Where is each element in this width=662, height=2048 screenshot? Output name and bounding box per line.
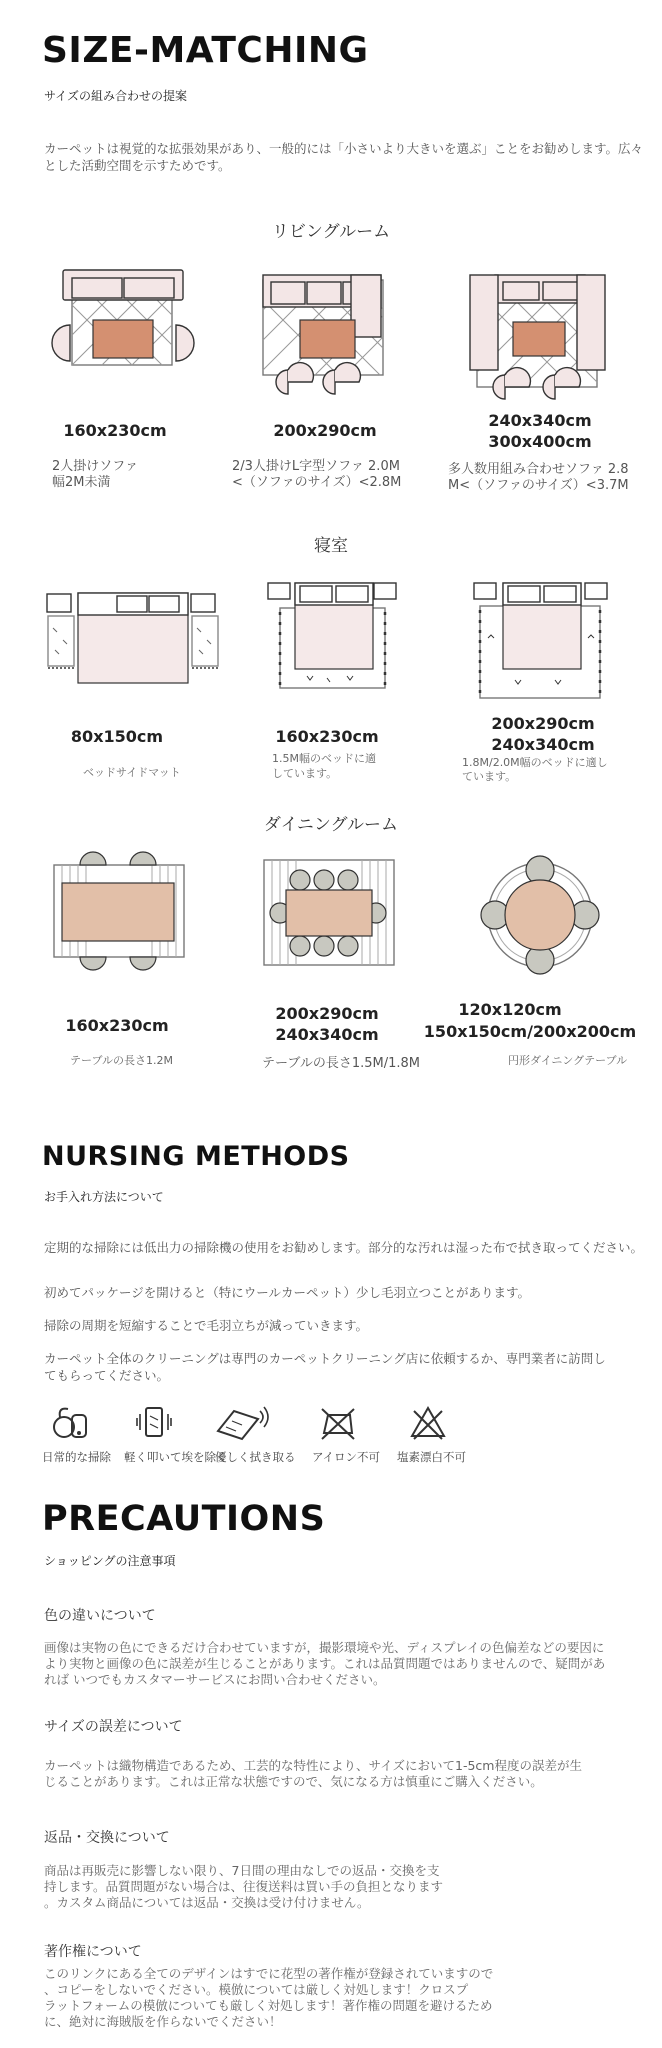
color-difference-line-3: れば いつでもカスタマーサービスにお問い合わせください。: [44, 1672, 386, 1687]
no-iron-label: アイロン不可: [312, 1450, 380, 1464]
vacuum-icon: [52, 1405, 92, 1441]
living-desc-2b: <（ソファのサイズ）<2.8M: [232, 475, 402, 490]
nursing-p4-a: カーペット全体のクリーニングは専門のカーペットクリーニング店に依頼するか、専門業者に訪問し: [44, 1351, 606, 1366]
copyright-line-4: に、絶対に海賊版を作らないでください！: [44, 2014, 282, 2029]
living-size-3b: 300x400cm: [488, 432, 592, 451]
dining-desc-2: テーブルの長さ1.5M/1.8M: [262, 1056, 420, 1071]
return-line-1: 商品は再販売に影響しない限り、7日間の理由なしでの返品・交換を支: [44, 1863, 440, 1878]
bedroom-desc-1: ベッドサイドマット: [83, 766, 181, 779]
no-bleach-icon: [410, 1405, 446, 1441]
bedroom-desc-3b: ています。: [462, 770, 517, 783]
copyright-line-2: 、コピーをしないでください。模倣については厳しく対処します！クロスプ: [44, 1982, 469, 1997]
precautions-title: PRECAUTIONS: [42, 1499, 326, 1539]
dining-size-3a: 120x120cm: [458, 1000, 562, 1019]
bedroom-size-2: 160x230cm: [275, 727, 379, 746]
living-room-layout-2: [255, 270, 405, 395]
living-room-layout-3: [465, 270, 615, 400]
size-error-line-1: カーペットは織物構造であるため、工芸的な特性により、サイズにおいて1-5cm程度の誤差が生: [44, 1758, 582, 1773]
wipe-icon: [212, 1405, 270, 1441]
dining-size-2b: 240x340cm: [275, 1025, 379, 1044]
no-bleach-label: 塩素漂白不可: [397, 1450, 466, 1464]
dining-layout-1: [50, 847, 190, 977]
nursing-p2: 初めてパッケージを開けると（特にウールカーペット）少し毛羽立つことがあります。: [44, 1285, 531, 1300]
no-iron-icon: [320, 1405, 356, 1441]
bedroom-layout-3: [470, 578, 615, 703]
shake-label: 軽く叩いて埃を除く: [124, 1450, 228, 1464]
size-matching-subtitle: サイズの組み合わせの提案: [44, 89, 188, 103]
color-difference-line-1: 画像は実物の色にできるだけ合わせていますが，撮影環境や光、ディスプレイの色偏差などの要因に: [44, 1640, 605, 1655]
vacuum-label: 日常的な掃除: [42, 1450, 111, 1464]
size-error-line-2: じることがあります。これは正常な状態ですので、気になる方は慎重にご購入ください。: [44, 1774, 543, 1789]
dining-layout-2: [262, 858, 397, 968]
nursing-p4-b: てもらってください。: [44, 1368, 170, 1383]
size-matching-title: SIZE-MATCHING: [42, 30, 369, 71]
bedroom-layout-1: [45, 588, 205, 688]
living-size-3a: 240x340cm: [488, 411, 592, 430]
wipe-label: 優しく拭き取る: [215, 1450, 296, 1464]
shake-icon: [136, 1404, 172, 1442]
dining-desc-1: テーブルの長さ1.2M: [70, 1054, 173, 1067]
return-heading: 返品・交換について: [44, 1830, 170, 1846]
living-room-heading: リビングルーム: [271, 222, 391, 242]
dining-layout-3: [475, 850, 605, 980]
nursing-subtitle: お手入れ方法について: [44, 1190, 164, 1204]
bedroom-desc-3a: 1.8M/2.0M幅のベッドに適し: [462, 756, 608, 769]
color-difference-line-2: より実物と画像の色に誤差が生じることがあります。これは品質問題ではありませんので、疑問があ: [44, 1656, 606, 1671]
bedroom-size-3b: 240x340cm: [491, 735, 595, 754]
copyright-line-1: このリンクにある全てのデザインはすでに花型の著作権が登録されていますので: [44, 1966, 494, 1981]
bedroom-layout-2: [262, 578, 402, 693]
nursing-p3: 掃除の周期を短縮することで毛羽立ちが減っていきます。: [44, 1318, 369, 1333]
precautions-subtitle: ショッピングの注意事項: [44, 1554, 176, 1568]
bedroom-desc-2b: しています。: [272, 767, 338, 780]
living-size-2: 200x290cm: [273, 421, 377, 440]
nursing-title: NURSING METHODS: [42, 1141, 350, 1172]
dining-room-heading: ダイニングルーム: [263, 815, 399, 835]
copyright-line-3: ラットフォームの模倣についても厳しく対処します！著作権の問題を避けるため: [44, 1998, 493, 2013]
living-desc-1b: 幅2M未満: [52, 475, 111, 490]
bedroom-size-3a: 200x290cm: [491, 714, 595, 733]
dining-size-3b: 150x150cm/200x200cm: [423, 1022, 637, 1041]
bedroom-desc-2a: 1.5M幅のベッドに適: [272, 752, 376, 765]
living-desc-3a: 多人数用組み合わせソファ 2.8: [448, 462, 629, 477]
return-line-2: 持します。品質問題がない場合は、往復送料は買い手の負担となります: [44, 1879, 444, 1894]
nursing-p1: 定期的な掃除には低出力の掃除機の使用をお勧めします。部分的な汚れは湿った布で拭き取ってください。: [44, 1240, 644, 1255]
size-matching-intro: カーペットは視覚的な拡張効果があり、一般的には「小さいより大きいを選ぶ」ことをお勧めします。広々とした活動空間を示すためです。: [44, 141, 644, 173]
living-room-layout-1: [50, 270, 200, 380]
dining-size-1: 160x230cm: [65, 1016, 169, 1035]
return-line-3: 。カスタム商品については返品・交換は受け付けません。: [44, 1895, 370, 1910]
living-size-1: 160x230cm: [63, 421, 167, 440]
copyright-heading: 著作権について: [44, 1944, 142, 1960]
living-desc-3b: M<（ソファのサイズ）<3.7M: [448, 478, 629, 493]
bedroom-heading: 寝室: [314, 536, 348, 556]
living-desc-2a: 2/3人掛けL字型ソファ 2.0M: [232, 459, 400, 474]
living-desc-1a: 2人掛けソファ: [52, 459, 139, 474]
dining-size-2a: 200x290cm: [275, 1004, 379, 1023]
bedroom-size-1: 80x150cm: [70, 727, 164, 746]
size-error-heading: サイズの誤差について: [44, 1719, 183, 1735]
dining-desc-3: 円形ダイニングテーブル: [508, 1054, 628, 1067]
color-difference-heading: 色の違いについて: [44, 1608, 156, 1624]
